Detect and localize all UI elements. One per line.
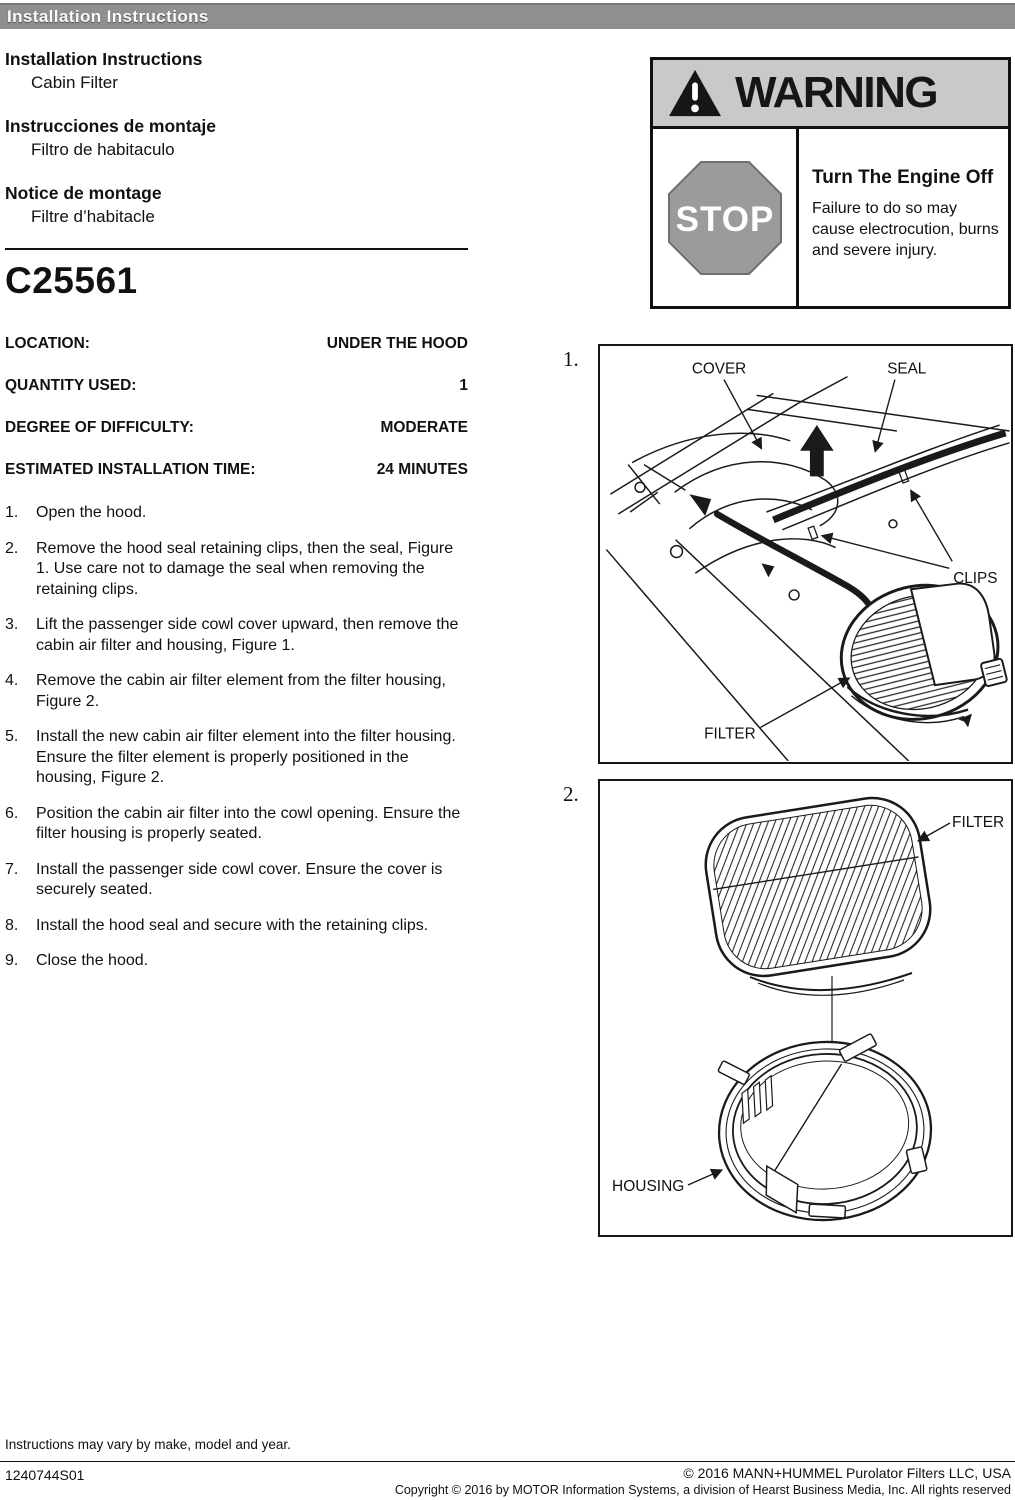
spec-row-quantity bbox=[5, 377, 468, 395]
title-block-english bbox=[5, 47, 468, 95]
warning-body bbox=[653, 129, 1008, 306]
footer-copyright-line1: © 2016 MANN+HUMMEL Purolator Filters LLC, USA bbox=[683, 1465, 1011, 1481]
step-number: 1. bbox=[5, 504, 19, 521]
step-text: Install the passenger side cowl cover. Ensure the cover is securely seated. bbox=[36, 860, 443, 898]
warning-heading: Turn The Engine Off bbox=[812, 167, 994, 188]
page-header-bar bbox=[0, 3, 1015, 29]
spec-value: MODERATE bbox=[380, 419, 468, 436]
spec-row-location bbox=[5, 335, 468, 353]
step-number: 5. bbox=[5, 728, 19, 745]
step-text: Install the hood seal and secure with the retaining clips. bbox=[36, 916, 429, 934]
step-text: Install the new cabin air filter element into the filter housing. Ensure the filter element is properly positioned in the housing, Figure 2. bbox=[36, 728, 456, 786]
doc-subtitle-spanish: Filtro de habitaculo bbox=[31, 140, 175, 159]
step-item bbox=[5, 951, 468, 972]
spec-row-time bbox=[5, 461, 468, 479]
lift-direction-arrow bbox=[800, 425, 834, 476]
step-text: Remove the cabin air filter element from the filter housing, Figure 2. bbox=[36, 672, 446, 710]
spec-table bbox=[5, 335, 468, 479]
step-text: Open the hood. bbox=[36, 504, 147, 521]
warning-triangle-icon bbox=[667, 68, 723, 118]
step-item bbox=[5, 804, 468, 845]
warning-box bbox=[650, 57, 1011, 309]
stop-sign-cell bbox=[653, 129, 799, 306]
step-item bbox=[5, 539, 468, 601]
title-block-french bbox=[5, 181, 468, 229]
header-divider bbox=[5, 248, 468, 250]
spec-value: 24 MINUTES bbox=[376, 461, 468, 478]
doc-title-spanish: Instrucciones de montaje bbox=[5, 116, 217, 136]
footer-divider bbox=[0, 1461, 1015, 1462]
figure1-label-clips: CLIPS bbox=[953, 570, 998, 588]
warning-text-cell bbox=[799, 129, 1008, 306]
figure2-number: 2. bbox=[563, 782, 579, 806]
step-item bbox=[5, 860, 468, 901]
doc-subtitle-french: Filtre d’habitacle bbox=[31, 207, 155, 226]
figure1-label-cover: COVER bbox=[691, 360, 747, 378]
step-number: 4. bbox=[5, 672, 19, 689]
doc-title-english: Installation Instructions bbox=[5, 49, 203, 69]
spec-label: ESTIMATED INSTALLATION TIME: bbox=[5, 461, 256, 478]
step-item bbox=[5, 615, 468, 656]
spec-label: LOCATION: bbox=[5, 335, 90, 352]
step-text: Close the hood. bbox=[36, 952, 149, 969]
title-block-spanish bbox=[5, 114, 468, 162]
stop-sign-text: STOP bbox=[675, 199, 774, 239]
spec-value: UNDER THE HOOD bbox=[326, 335, 468, 352]
figure2 bbox=[598, 779, 1013, 1237]
figure1-label-seal: SEAL bbox=[887, 360, 927, 378]
footer-doc-number: 1240744S01 bbox=[5, 1467, 85, 1483]
step-number: 9. bbox=[5, 952, 19, 969]
step-item bbox=[5, 727, 468, 789]
figure1 bbox=[598, 344, 1013, 764]
spec-value: 1 bbox=[459, 377, 468, 394]
step-number: 6. bbox=[5, 804, 19, 822]
footer-note: Instructions may vary by make, model and year. bbox=[5, 1437, 291, 1452]
step-text: Position the cabin air filter into the cowl opening. Ensure the filter housing is properly seated. bbox=[36, 804, 461, 842]
figure1-label-filter: FILTER bbox=[704, 725, 756, 743]
instruction-steps bbox=[5, 503, 468, 972]
figure1-line-art bbox=[600, 346, 1010, 761]
warning-header bbox=[653, 60, 1008, 129]
figure2-line-art bbox=[600, 781, 1010, 1234]
doc-subtitle-english: Cabin Filter bbox=[31, 73, 118, 92]
step-item bbox=[5, 916, 468, 937]
step-number: 2. bbox=[5, 539, 19, 557]
doc-title-french: Notice de montage bbox=[5, 183, 162, 203]
warning-paragraph: Failure to do so may cause electrocution, burns and severe injury. bbox=[812, 200, 999, 259]
left-column bbox=[5, 47, 468, 987]
figure2-label-filter: FILTER bbox=[952, 814, 1005, 831]
step-number: 7. bbox=[5, 860, 19, 878]
warning-title: WARNING bbox=[735, 68, 938, 117]
spec-label: DEGREE OF DIFFICULTY: bbox=[5, 419, 194, 436]
step-text: Remove the hood seal retaining clips, then the seal, Figure 1. Use care not to damage the seal when removing the retaining clips. bbox=[36, 539, 454, 598]
part-number: C25561 bbox=[5, 260, 138, 301]
step-item bbox=[5, 503, 468, 524]
page-header-title: Installation Instructions bbox=[7, 7, 209, 26]
step-item bbox=[5, 671, 468, 712]
spec-row-difficulty bbox=[5, 419, 468, 437]
step-number: 3. bbox=[5, 616, 19, 633]
step-number: 8. bbox=[5, 916, 19, 934]
spec-label: QUANTITY USED: bbox=[5, 377, 137, 394]
figure1-number: 1. bbox=[563, 347, 579, 371]
step-text: Lift the passenger side cowl cover upward, then remove the cabin air filter and housing, Figure 1. bbox=[36, 616, 459, 654]
figure2-label-housing: HOUSING bbox=[612, 1178, 685, 1195]
stop-sign-icon bbox=[662, 155, 788, 281]
footer-copyright-line2: Copyright © 2016 by MOTOR Information Systems, a division of Hearst Business Media, Inc. All rights reserved bbox=[394, 1483, 1011, 1497]
